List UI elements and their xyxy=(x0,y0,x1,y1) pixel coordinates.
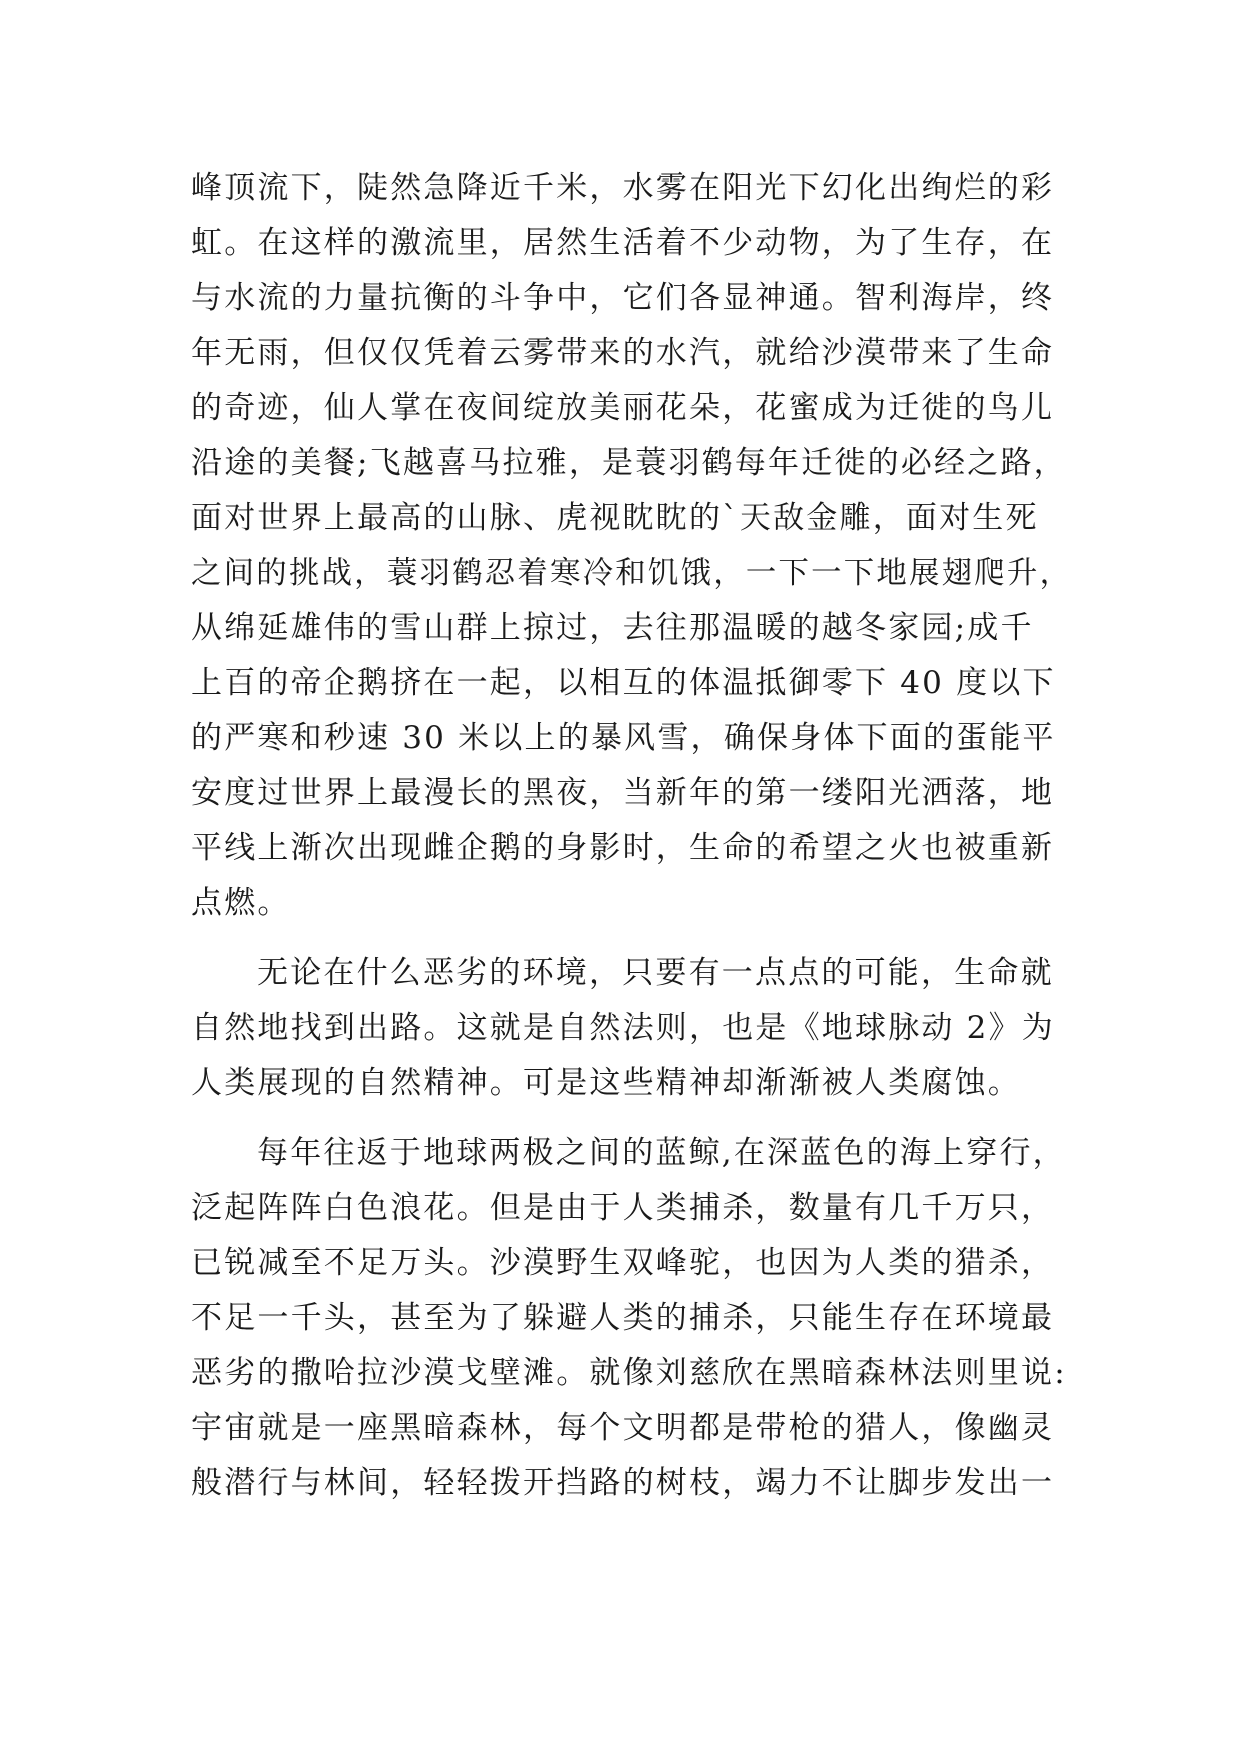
paragraph-first-line: 每年往返于地球两极之间的蓝鲸,在深蓝色的海上穿行， xyxy=(257,1135,1066,1171)
text-line: 上百的帝企鹅挤在一起，以相互的体温抵御零下 40 度以下 xyxy=(191,665,1056,701)
text-line: 泛起阵阵白色浪花。但是由于人类捕杀，数量有几千万只， xyxy=(191,1190,1055,1226)
text-line: 安度过世界上最漫长的黑夜，当新年的第一缕阳光洒落，地 xyxy=(191,775,1055,811)
text-line: 恶劣的撒哈拉沙漠戈壁滩。就像刘慈欣在黑暗森林法则里说: xyxy=(191,1355,1067,1391)
text-line: 平线上渐次出现雌企鹅的身影时，生命的希望之火也被重新 xyxy=(191,830,1055,866)
text-line: 与水流的力量抗衡的斗争中，它们各显神通。智利海岸，终 xyxy=(191,280,1055,316)
text-line: 年无雨，但仅仅凭着云雾带来的水汽，就给沙漠带来了生命 xyxy=(191,335,1055,371)
text-line: 点燃。 xyxy=(191,885,291,921)
text-line: 的严寒和秒速 30 米以上的暴风雪，确保身体下面的蛋能平 xyxy=(191,720,1056,756)
text-line: 之间的挑战，蓑羽鹤忍着寒冷和饥饿，一下一下地展翅爬升， xyxy=(191,556,1073,591)
text-line: 峰顶流下，陡然急降近千米，水雾在阳光下幻化出绚烂的彩 xyxy=(191,170,1055,206)
text-line: 已锐减至不足万头。沙漠野生双峰驼，也因为人类的猎杀， xyxy=(191,1245,1055,1281)
text-line: 自然地找到出路。这就是自然法则，也是《地球脉动 2》为 xyxy=(191,1010,1055,1046)
text-line: 虹。在这样的激流里，居然生活着不少动物，为了生存，在 xyxy=(191,225,1055,261)
text-line: 人类展现的自然精神。可是这些精神却渐渐被人类腐蚀。 xyxy=(191,1065,1021,1101)
text-line: 面对世界上最高的山脉、虎视眈眈的`天敌金雕，面对生死 xyxy=(191,500,1039,536)
paragraph-first-line: 无论在什么恶劣的环境，只要有一点点的可能，生命就 xyxy=(257,955,1054,991)
text-line: 从绵延雄伟的雪山群上掠过，去往那温暖的越冬家园;成千 xyxy=(191,610,1034,646)
text-line: 宇宙就是一座黑暗森林，每个文明都是带枪的猎人，像幽灵 xyxy=(191,1410,1055,1446)
body-text xyxy=(191,161,1071,1511)
text-line: 沿途的美餐;飞越喜马拉雅，是蓑羽鹤每年迁徙的必经之路， xyxy=(191,445,1067,481)
text-line: 的奇迹，仙人掌在夜间绽放美丽花朵，花蜜成为迁徙的鸟儿 xyxy=(191,390,1055,426)
text-line: 般潜行与林间，轻轻拨开挡路的树枝，竭力不让脚步发出一 xyxy=(191,1465,1055,1501)
text-line: 不足一千头，甚至为了躲避人类的捕杀，只能生存在环境最 xyxy=(191,1300,1055,1336)
